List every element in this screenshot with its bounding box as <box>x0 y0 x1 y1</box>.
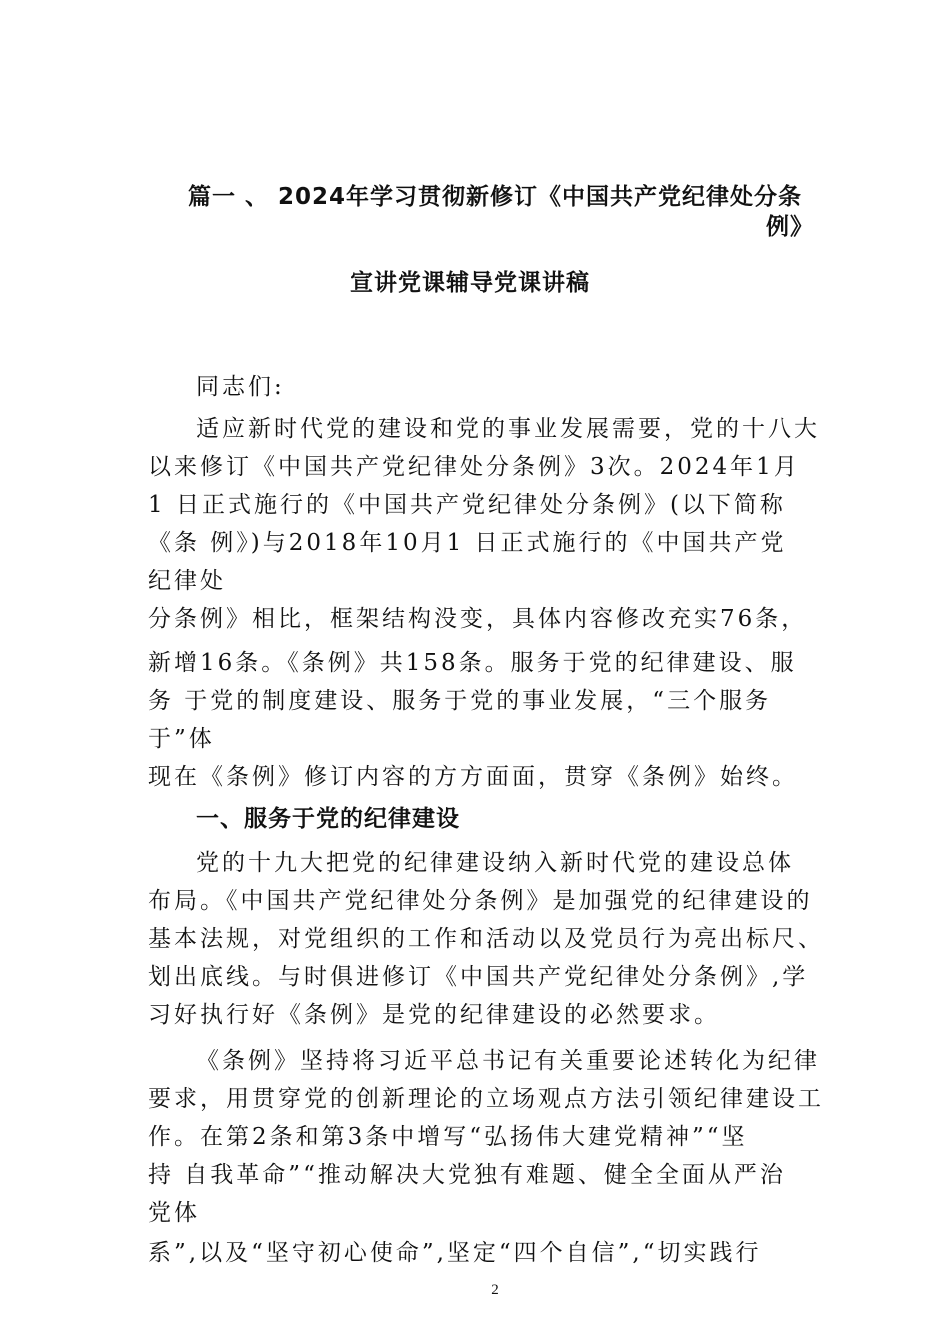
paragraph-line: 要求，用贯穿党的创新理论的立场观点方法引领纪律建设工 <box>148 1086 824 1112</box>
paragraph-line: 分条例》相比，框架结构没变，具体内容修改充实76条， <box>148 606 808 632</box>
paragraph-line: 纪律处 <box>148 568 226 594</box>
paragraph-line: 适应新时代党的建设和党的事业发展需要，党的十八大 <box>196 416 820 442</box>
section-heading: 一、服务于党的纪律建设 <box>196 806 460 832</box>
paragraph-line: 基本法规，对党组织的工作和活动以及党员行为亮出标尺、 <box>148 926 824 952</box>
salutation: 同志们: <box>196 374 285 400</box>
paragraph-line: 《条 例》)与2018年10月1 日正式施行的《中国共产党 <box>148 530 787 556</box>
paragraph-line: 新增16条。《条例》共158条。服务于党的纪律建设、服 <box>148 650 797 676</box>
paragraph-line: 持 自我革命”“推动解决大党独有难题、健全全面从严治 <box>148 1162 786 1188</box>
paragraph-line: 党体 <box>148 1200 200 1226</box>
paragraph-line: 《条例》坚持将习近平总书记有关重要论述转化为纪律 <box>196 1048 820 1074</box>
paragraph-line: 务 于党的制度建设、服务于党的事业发展，“三个服务 <box>148 688 772 714</box>
paragraph-line: 布局。《中国共产党纪律处分条例》是加强党的纪律建设的 <box>148 888 813 914</box>
page-number: 2 <box>491 1282 499 1298</box>
paragraph-line: 于”体 <box>148 726 215 752</box>
paragraph-line: 作。在第2条和第3条中增写“弘扬伟大建党精神”“坚 <box>148 1124 748 1150</box>
paragraph-line: 现在《条例》修订内容的方方面面，贯穿《条例》始终。 <box>148 764 798 790</box>
paragraph-line: 1 日正式施行的《中国共产党纪律处分条例》(以下简称 <box>148 492 786 518</box>
paragraph-line: 以来修订《中国共产党纪律处分条例》3次。2024年1月 <box>148 454 800 480</box>
title-line-1-tail: 例》 <box>766 214 814 240</box>
paragraph-line: 划出底线。与时俱进修订《中国共产党纪律处分条例》,学 <box>148 964 809 990</box>
paragraph-line: 党的十九大把党的纪律建设纳入新时代党的建设总体 <box>196 850 794 876</box>
title-line-2: 宣讲党课辅导党课讲稿 <box>350 270 590 296</box>
paragraph-line: 习好执行好《条例》是党的纪律建设的必然要求。 <box>148 1002 720 1028</box>
title-line-1: 篇一 、 2024年学习贯彻新修订《中国共产党纪律处分条 <box>188 184 803 210</box>
paragraph-line: 系”,以及“坚守初心使命”,坚定“四个自信”,“切实践行 <box>148 1240 762 1266</box>
